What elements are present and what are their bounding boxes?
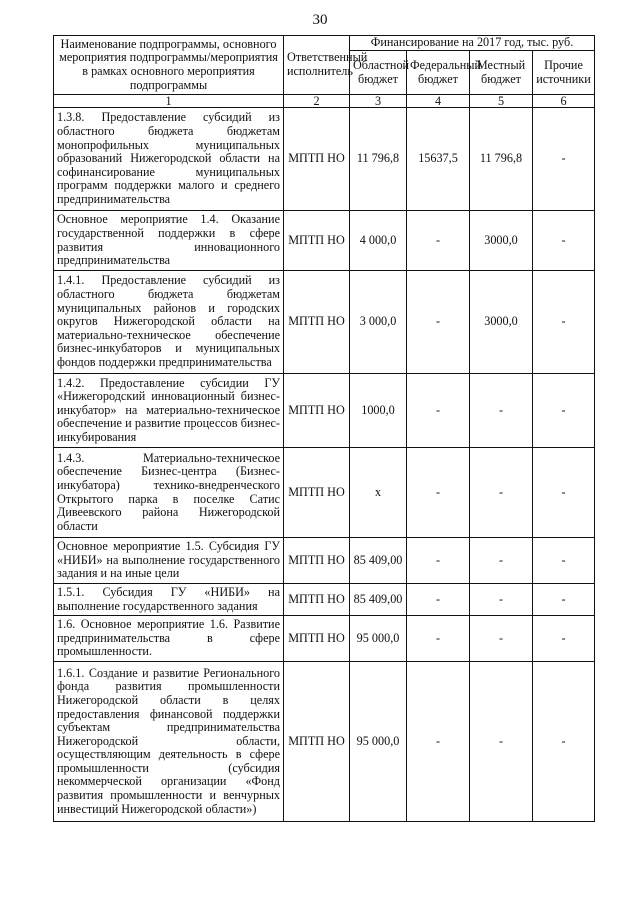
header-financing: Финансирование на 2017 год, тыс. руб.	[350, 36, 595, 51]
header-regional: Областной бюджет	[350, 51, 407, 95]
header-federal: Федеральный бюджет	[407, 51, 470, 95]
row-local: 3000,0	[470, 211, 533, 271]
header-other: Прочие источники	[533, 51, 595, 95]
row-federal: -	[407, 616, 470, 662]
row-local: -	[470, 374, 533, 448]
row-name: 1.6.1. Создание и развитие Регионального фонда развития промышленности Нижегородской области в целях предоставления финансовой поддержки субъектам предпринимательства Нижегородской области, осуществляющим деятельность в сфере промышленности (субсидия некоммерческой организации «Фонд развития промышленности и венчурных инвестиций Нижегородской области»)	[54, 662, 284, 822]
row-executor: МПТП НО	[284, 271, 350, 374]
column-number: 3	[350, 95, 407, 108]
row-other: -	[533, 538, 595, 584]
row-local: -	[470, 538, 533, 584]
row-other: -	[533, 271, 595, 374]
row-executor: МПТП НО	[284, 584, 350, 616]
row-executor: МПТП НО	[284, 211, 350, 271]
column-number: 1	[54, 95, 284, 108]
table-row	[54, 108, 595, 211]
row-name: 1.3.8. Предоставление субсидий из областного бюджета бюджетам монопрофильных муниципальных образований Нижегородской области на софинансирование муниципальных программ поддержки малого и среднего предпринимательства	[54, 108, 284, 211]
row-other: -	[533, 448, 595, 538]
row-name: Основное мероприятие 1.5. Субсидия ГУ «НИБИ» на выполнение государственного задания и на иные цели	[54, 538, 284, 584]
table-row	[54, 616, 595, 662]
row-name: 1.6. Основное мероприятие 1.6. Развитие предпринимательства в сфере промышленности.	[54, 616, 284, 662]
row-other: -	[533, 211, 595, 271]
row-name: 1.5.1. Субсидия ГУ «НИБИ» на выполнение государственного задания	[54, 584, 284, 616]
row-name: 1.4.1. Предоставление субсидий из областного бюджета бюджетам муниципальных районов и городских округов Нижегородской области на материально-техническое обеспечение бизнес-инкубаторов и муниципальных фондов поддержки предпринимательства	[54, 271, 284, 374]
column-number: 5	[470, 95, 533, 108]
row-regional: 1000,0	[350, 374, 407, 448]
header-local: Местный бюджет	[470, 51, 533, 95]
row-name: 1.4.3. Материально-техническое обеспечение Бизнес-центра (Бизнес-инкубатора) технико-внедренческого Открытого парка в поселке Сатис Дивеевского района Нижегородской области	[54, 448, 284, 538]
row-other: -	[533, 616, 595, 662]
row-federal: -	[407, 271, 470, 374]
financing-table	[53, 35, 595, 822]
table-row	[54, 662, 595, 822]
row-name: Основное мероприятие 1.4. Оказание государственной поддержки в сфере развития инновационного предпринимательства	[54, 211, 284, 271]
column-number: 4	[407, 95, 470, 108]
row-regional: 85 409,00	[350, 584, 407, 616]
table-row	[54, 211, 595, 271]
row-other: -	[533, 584, 595, 616]
row-executor: МПТП НО	[284, 108, 350, 211]
header-name: Наименование подпрограммы, основного мероприятия подпрограммы/мероприятия в рамках основного мероприятия подпрограммы	[54, 36, 284, 95]
table-row	[54, 374, 595, 448]
row-local: -	[470, 662, 533, 822]
row-regional: 95 000,0	[350, 662, 407, 822]
row-other: -	[533, 662, 595, 822]
column-number: 2	[284, 95, 350, 108]
row-other: -	[533, 374, 595, 448]
row-federal: -	[407, 374, 470, 448]
row-regional: 11 796,8	[350, 108, 407, 211]
row-federal: 15637,5	[407, 108, 470, 211]
row-local: 11 796,8	[470, 108, 533, 211]
row-regional: 3 000,0	[350, 271, 407, 374]
header-executor: Ответственный исполнитель	[284, 36, 350, 95]
row-federal: -	[407, 662, 470, 822]
table-row	[54, 448, 595, 538]
row-regional: 85 409,00	[350, 538, 407, 584]
row-federal: -	[407, 584, 470, 616]
row-local: -	[470, 448, 533, 538]
row-regional: 4 000,0	[350, 211, 407, 271]
row-other: -	[533, 108, 595, 211]
row-executor: МПТП НО	[284, 662, 350, 822]
table-row	[54, 271, 595, 374]
row-executor: МПТП НО	[284, 616, 350, 662]
table-row	[54, 584, 595, 616]
row-federal: -	[407, 538, 470, 584]
row-federal: -	[407, 448, 470, 538]
row-local: -	[470, 616, 533, 662]
page-number: 30	[312, 12, 328, 28]
row-executor: МПТП НО	[284, 448, 350, 538]
table-row	[54, 538, 595, 584]
row-name: 1.4.2. Предоставление субсидии ГУ «Нижегородский инновационный бизнес-инкубатор» на материально-техническое обеспечение и развитие процессов бизнес-инкубирования	[54, 374, 284, 448]
row-regional: х	[350, 448, 407, 538]
row-executor: МПТП НО	[284, 538, 350, 584]
row-federal: -	[407, 211, 470, 271]
row-local: -	[470, 584, 533, 616]
row-local: 3000,0	[470, 271, 533, 374]
column-number: 6	[533, 95, 595, 108]
row-executor: МПТП НО	[284, 374, 350, 448]
row-regional: 95 000,0	[350, 616, 407, 662]
